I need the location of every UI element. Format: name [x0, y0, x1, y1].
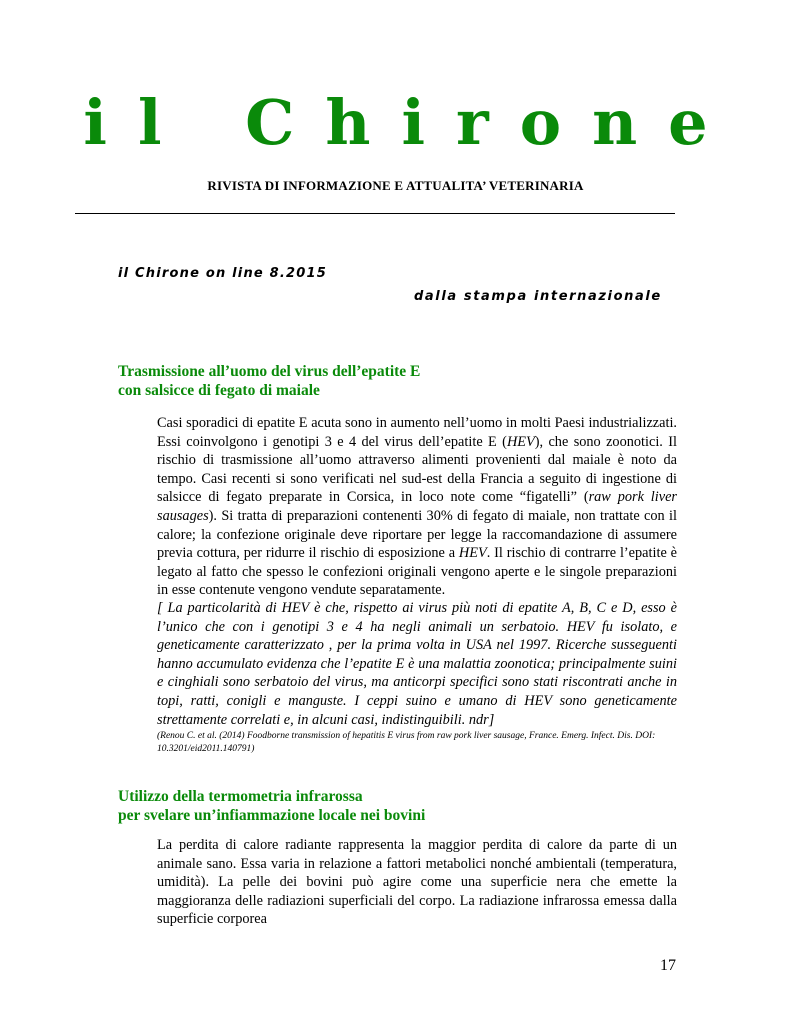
page-number: 17 [660, 957, 676, 974]
article-1-body-raw-sausages: raw pork liver sausages [157, 489, 677, 524]
article-1-body-part-1: Casi sporadici di epatite E acuta sono in aumento nell’uomo in molti Paesi industrializzati. Essi coinvolgono i genotipi 3 e 4 del virus dell’epatite E ( [157, 415, 677, 450]
article-1-body-part-2: ), che sono zoonotici. Il rischio di trasmissione all’uomo attraverso alimenti provenienti dal maiale è noto da tempo. Casi recenti si sono verificati nel sud-est della Francia a seguito di ingestione di salsicce di fegato preparate in Corsica, in loco note come “figatelli” ( [157, 433, 677, 506]
article-1-reference: (Renou C. et al. (2014) Foodborne transmission of hepatitis E virus from raw pork liver sausage, France. Emerg. Infect. Dis. DOI: 10.3201/eid2011.140791) [157, 731, 656, 754]
issue-line: il Chirone on line 8.2015 [118, 266, 328, 281]
masthead-title: il Chirone [83, 86, 739, 159]
section-label: dalla stampa internazionale [414, 289, 662, 304]
article-1-body-hev-2: HEV [458, 545, 487, 562]
article-1-editor-note: [ La particolarità di HEV è che, rispetto ai virus più noti di epatite A, B, C e D, esso è l’unico che con i genotipi 3 e 4 ha negli animali un serbatoio. HEV fu isolato, e geneticamente caratterizzato , per la prima volta in USA nel 1997. Ricerche susseguenti hanno accumulato evidenza che l’epatite E è una malattia zoonotica; principalmente suini e cinghiali sono serbatoio del virus, ma anticorpi specifici sono stati riscontrati anche in topi, ratti, conigli e manguste. I ceppi suino e umano di HEV sono geneticamente strettamente correlati e, in alcuni casi, indistinguibili. ndr] [157, 600, 677, 728]
article-1-title-line-1: Trasmissione all’uomo del virus dell’epatite E [118, 363, 421, 380]
article-2-title [118, 787, 598, 825]
article-1-title-line-2: con salsicce di fegato di maiale [118, 382, 320, 399]
article-2-title-line-1: Utilizzo della termometria infrarossa [118, 788, 363, 805]
article-1-title [118, 362, 598, 400]
article-2-body: La perdita di calore radiante rappresenta la maggior perdita di calore da parte di un animale sano. Essa varia in relazione a fattori metabolici nonché ambientali (temperatura, umidità). La pelle dei bovini può agire come una superficie nera che emette la maggioranza delle radiazioni superficiali del corpo. La radiazione infrarossa emessa dalla superficie corporea [157, 837, 677, 928]
journal-subtitle: RIVISTA DI INFORMAZIONE E ATTUALITA’ VETERINARIA [207, 178, 584, 193]
article-1-body [157, 414, 677, 600]
header-divider [75, 213, 675, 214]
article-1-body-part-3: ). Si tratta di preparazioni contenenti 30% di fegato di maiale, non trattate con il calore; la confezione originale deve riportare per legge la raccomandazione di assumere previa cottura, per ridurre il rischio di esposizione a [157, 507, 677, 562]
article-1-body-part-4: . Il rischio di contrarre l’epatite è legato al fatto che spesso le confezioni originali vengono aperte e le singole preparazioni in esse contenute vengono vendute separatamente. [157, 545, 677, 599]
article-2-title-line-2: per svelare un’infiammazione locale nei bovini [118, 807, 426, 824]
article-1-body-hev-1: HEV [506, 433, 535, 450]
